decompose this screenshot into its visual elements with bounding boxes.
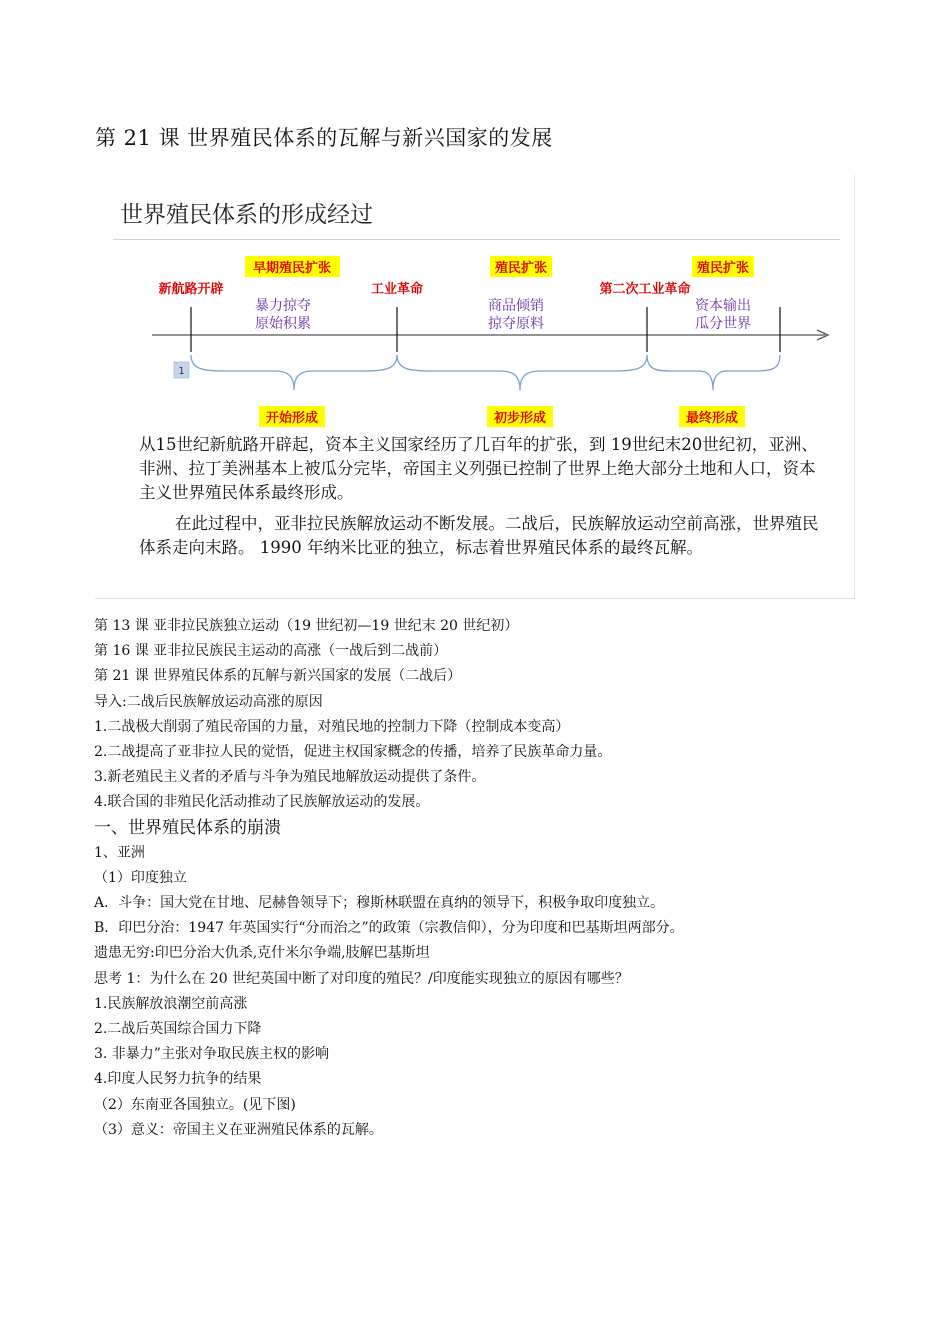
lesson-body xyxy=(94,614,894,1143)
item-struggle: A．斗争：国大党在甘地、尼赫鲁领导下；穆斯林联盟在真纳的领导下，积极争取印度独立。 xyxy=(94,895,665,912)
detail-3-line-2: 瓜分世界 xyxy=(695,316,751,332)
item-partition: B．印巴分治：1947 年英国实行“分而治之”的政策（宗教信仰），分为印度和巴基斯坦两部分。 xyxy=(94,920,684,937)
expansion-label-3: 殖民扩张 xyxy=(696,261,750,276)
stage-label-2: 初步形成 xyxy=(493,411,547,426)
answer-3: 3. 非暴力”主张对争取民族主权的影响 xyxy=(94,1046,329,1063)
line-lesson-16: 第 16 课 亚非拉民族民主运动的高涨（一战后到二战前） xyxy=(94,643,448,660)
item-india-independence: （1）印度独立 xyxy=(94,869,187,886)
answer-1: 1.民族解放浪潮空前高涨 xyxy=(94,995,248,1012)
detail-3-line-1: 资本输出 xyxy=(695,298,751,314)
page-number: 1 xyxy=(178,366,185,377)
slide-paragraph-1: 从15世纪新航路开辟起，资本主义国家经历了几百年的扩张，到 19世纪末20世纪初，亚洲、非洲、拉丁美洲基本上被瓜分完毕，帝国主义列强已控制了世界上绝大部分土地和人口，资本主义世界殖民体系最终形成。 xyxy=(139,435,818,502)
slide-paragraph-2: 在此过程中，亚非拉民族解放运动不断发展。二战后，民族解放运动空前高涨，世界殖民体系走向末路。 1990 年纳米比亚的独立，标志着世界殖民体系的最终瓦解。 xyxy=(139,514,819,557)
question-1: 思考 1：为什么在 20 世纪英国中断了对印度的殖民？/印度能实现独立的原因有哪些？ xyxy=(94,970,629,987)
stage-label-3: 最终形成 xyxy=(685,411,739,426)
line-lesson-13: 第 13 课 亚非拉民族独立运动（19 世纪初—19 世纪末 20 世纪初） xyxy=(94,618,519,634)
expansion-label-2: 殖民扩张 xyxy=(494,261,548,276)
line-cause-1: 1.二战极大削弱了殖民帝国的力量，对殖民地的控制力下降（控制成本变高） xyxy=(94,718,570,735)
line-cause-4: 4.联合国的非殖民化活动推动了民族解放运动的发展。 xyxy=(94,794,430,811)
detail-2-line-2: 掠夺原料 xyxy=(488,316,544,332)
brace-stage-1 xyxy=(191,355,397,390)
line-lesson-21: 第 21 课 世界殖民体系的瓦解与新兴国家的发展（二战后） xyxy=(94,668,462,685)
subsection-asia: 1、亚洲 xyxy=(94,844,145,861)
line-intro: 导入:二战后民族解放运动高涨的原因 xyxy=(94,693,323,710)
page-title: 第 21 课 世界殖民体系的瓦解与新兴国家的发展 xyxy=(95,126,553,150)
item-southeast-asia: （2）东南亚各国独立。(见下图) xyxy=(94,1096,296,1113)
event-new-routes: 新航路开辟 xyxy=(158,282,224,297)
stage-label-1: 开始形成 xyxy=(265,411,319,426)
detail-1-line-2: 原始积累 xyxy=(255,316,311,332)
answer-4: 4.印度人民努力抗争的结果 xyxy=(94,1071,262,1088)
item-significance: （3）意义：帝国主义在亚洲殖民体系的瓦解。 xyxy=(94,1121,383,1138)
detail-2-line-1: 商品倾销 xyxy=(488,298,544,314)
answer-2: 2.二战后英国综合国力下降 xyxy=(94,1021,262,1037)
slide-title: 世界殖民体系的形成经过 xyxy=(120,202,373,228)
line-cause-2: 2.二战提高了亚非拉人民的觉悟，促进主权国家概念的传播，培养了民族革命力量。 xyxy=(94,743,612,760)
section-heading: 一、世界殖民体系的崩溃 xyxy=(94,817,281,838)
timeline-slide xyxy=(95,175,855,599)
expansion-label-1: 早期殖民扩张 xyxy=(252,261,332,276)
event-industrial-revolution: 工业革命 xyxy=(370,282,424,297)
timeline-diagram xyxy=(95,175,855,435)
brace-stage-2 xyxy=(397,355,647,390)
brace-stage-3 xyxy=(647,355,780,390)
line-cause-3: 3.新老殖民主义者的矛盾与斗争为殖民地解放运动提供了条件。 xyxy=(94,769,486,786)
item-legacy: 遗患无穷:印巴分治大仇杀,克什米尔争端,肢解巴基斯坦 xyxy=(94,945,430,962)
detail-1-line-1: 暴力掠夺 xyxy=(255,298,311,314)
event-second-industrial-revolution: 第二次工业革命 xyxy=(599,282,691,297)
